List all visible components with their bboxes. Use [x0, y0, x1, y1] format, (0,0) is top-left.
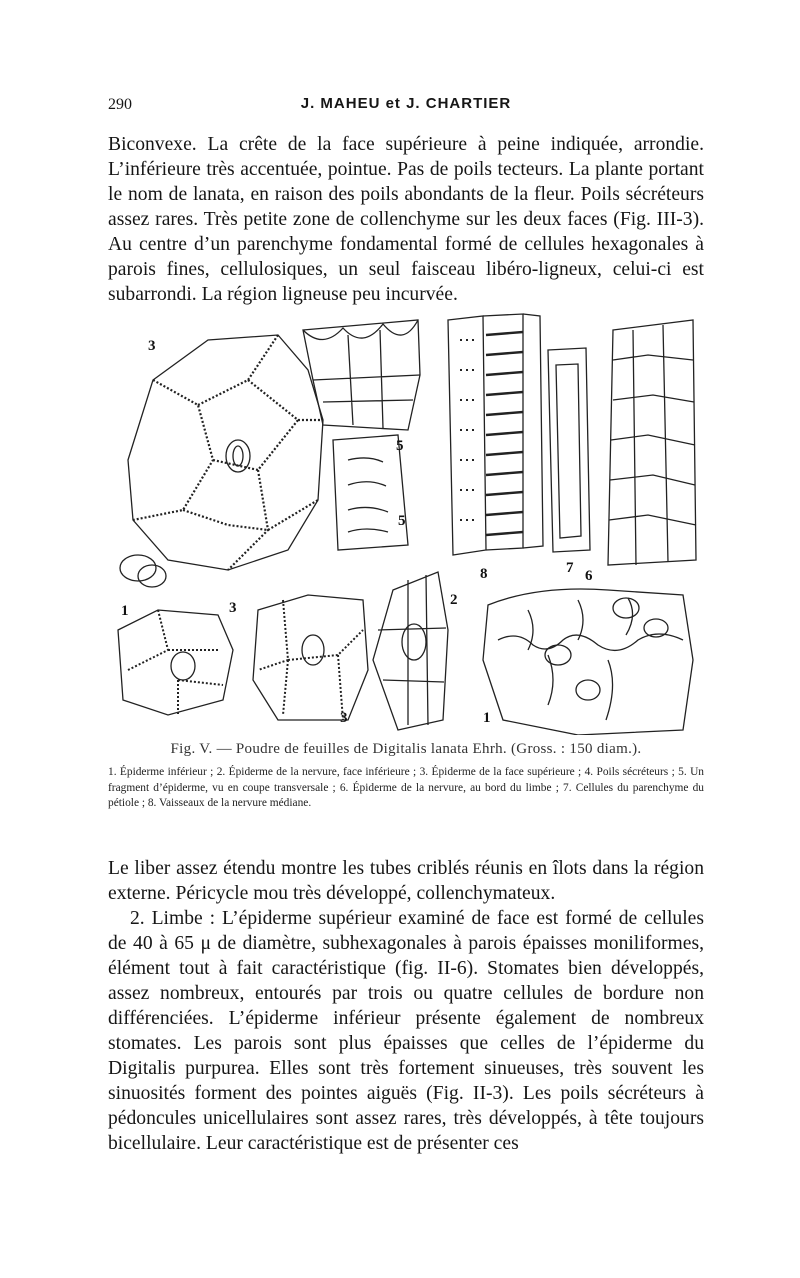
- panel-bottom-left: [118, 610, 233, 715]
- figure-label: 2: [450, 592, 458, 608]
- figure-v: [108, 310, 704, 735]
- panel-rib-epidermis: [373, 572, 448, 730]
- figure-label: 3: [340, 710, 348, 726]
- panel-lower-epidermis: [483, 589, 693, 735]
- paragraph-2: Le liber assez étendu montre les tubes criblés réunis en îlots dans la région externe. Péricycle mou très développé, collenchymateux.: [108, 858, 704, 904]
- figure-label: 1: [121, 603, 129, 619]
- panel-upper-epidermis: [128, 335, 323, 570]
- figure-label: 8: [480, 566, 488, 582]
- figure-label: 1: [483, 710, 491, 726]
- paragraph-1: Biconvexe. La crête de la face supérieure à peine indiquée, arrondie. L’inférieure très accentuée, pointue. Pas de poils tecteurs. La plante portant le nom de lanata, en raison des poils abondants de la fleur. Poils sécréteurs assez rares. Très petite zone de collenchyme sur les deux faces (Fig. III-3). Au centre d’un parenchyme fondamental formé de cellules hexagonales à parois fines, cellulosiques, un seul faisceau libéro-ligneux, celui-ci est subarrondi. La région ligneuse peu incurvée.: [108, 134, 704, 305]
- figure-label: 5: [396, 438, 404, 454]
- figure-label: 3: [148, 338, 156, 354]
- figure-label: 3: [229, 600, 237, 616]
- panel-vessels: [448, 314, 543, 555]
- figure-label: 6: [585, 568, 593, 584]
- page-number: 290: [108, 96, 132, 113]
- figure-legend: 1. Épiderme inférieur ; 2. Épiderme de la nervure, face inférieure ; 3. Épiderme de la face supérieure ; 4. Poils sécréteurs ; 5. Un fragment d’épiderme, vu en coupe transversale ; 6. Épiderme de la nervure, au bord du limbe ; 7. Cellules du parenchyme du pétiole ; 8. Vaisseaux de la nervure médiane.: [108, 766, 704, 809]
- running-head: J. MAHEU et J. CHARTIER: [300, 95, 512, 112]
- paragraph-3: 2. Limbe : L’épiderme supérieur examiné de face est formé de cellules de 40 à 65 μ de diamètre, subhexagonales à parois épaisses moniliformes, élément tout à fait caractéristique (fig. II-6). Stomates bien développés, assez nombreux, entourés par trois ou quatre cellules de bordure non différenciées. L’épiderme inférieur présente également de nombreux stomates. Les parois sont plus épaisses que celles de l’épiderme du Digitalis purpurea. Elles sont très fortement sinueuses, très souvent les sinuosités forment des pointes aiguës (Fig. II-3). Les poils sécréteurs à pédoncules unicellulaires sont assez rares, très développés, à tête toujours bicellulaire. Leur caractéristique est de présenter ces: [108, 908, 704, 1154]
- figure-label: 5: [398, 513, 406, 529]
- panel-bottom-middle-left: [253, 595, 368, 720]
- panel-petiole-parenchyma: [548, 348, 590, 552]
- panel-secretory-hair: [120, 555, 166, 587]
- figure-label: 7: [566, 560, 574, 576]
- page-header: [108, 92, 704, 122]
- body-lower: [108, 856, 704, 1156]
- figure-caption: Fig. V. — Poudre de feuilles de Digitalis lanata Ehrh. (Gross. : 150 diam.).: [170, 741, 642, 757]
- panel-margin-epidermis: [608, 320, 696, 565]
- figure-drawing: [108, 310, 704, 735]
